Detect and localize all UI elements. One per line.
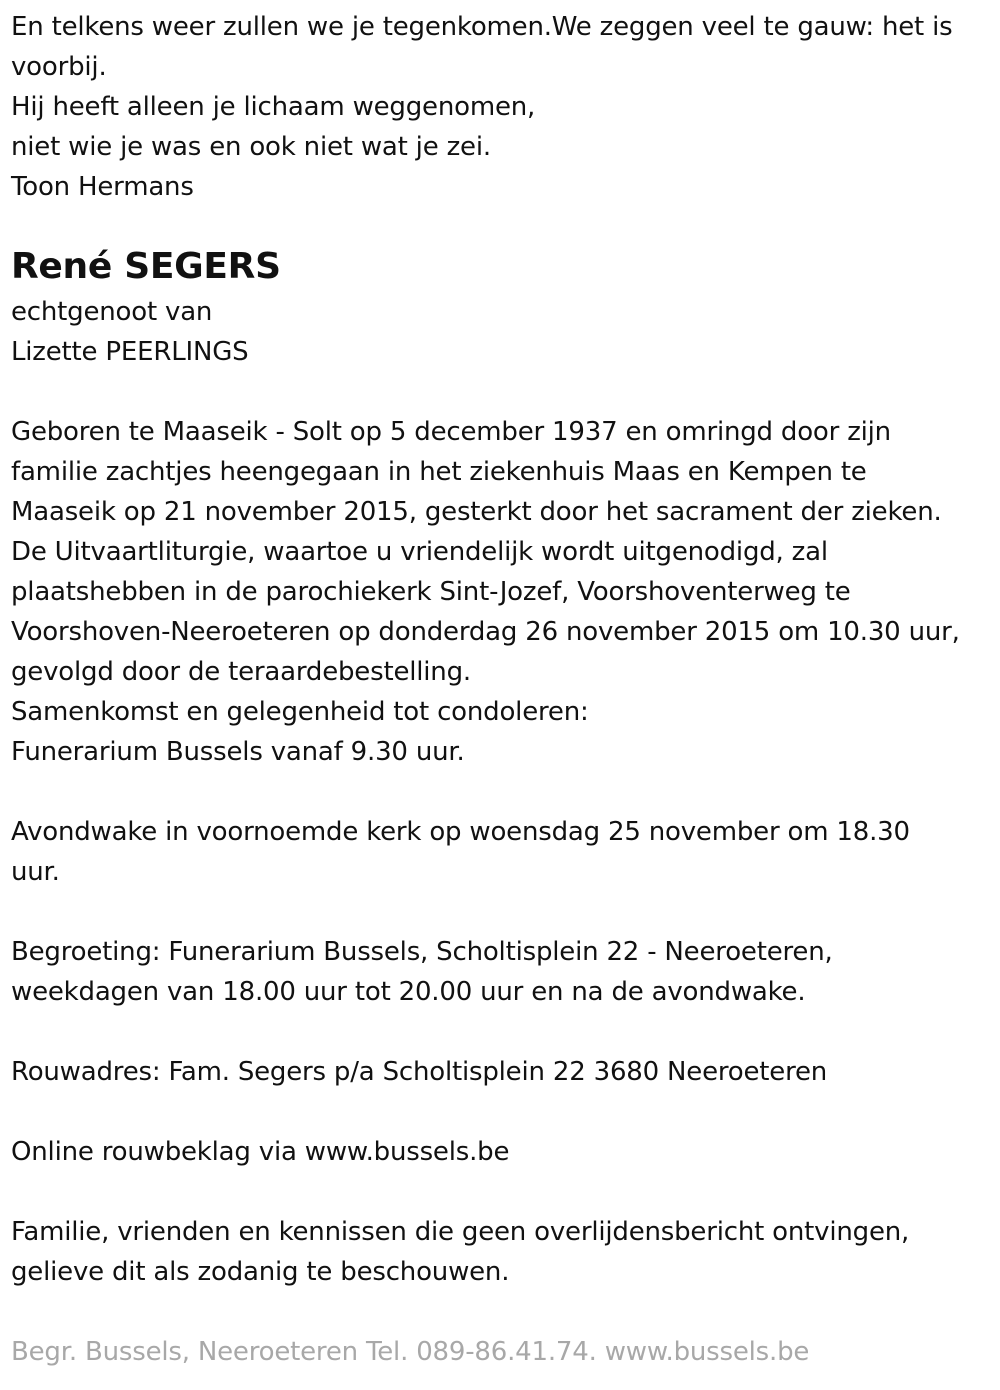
funeral-home-footer: Begr. Bussels, Neeroeteren Tel. 089-86.41.74. www.bussels.be [11, 1337, 810, 1367]
poem-line: voorbij. [11, 52, 107, 82]
announcement-line: gevolgd door de teraardebestelling. [11, 657, 471, 687]
greeting-line: weekdagen van 18.00 uur tot 20.00 uur en na de avondwake. [11, 977, 806, 1007]
mourning-address: Rouwadres: Fam. Segers p/a Scholtisplein 22 3680 Neeroeteren [11, 1057, 828, 1087]
announcement-line: Geboren te Maaseik - Solt op 5 december 1937 en omringd door zijn [11, 417, 891, 447]
announcement-line: Voorshoven-Neeroeteren op donderdag 26 november 2015 om 10.30 uur, [11, 617, 960, 647]
spacer [11, 1012, 996, 1052]
obituary-page [11, 7, 996, 1372]
announcement-line: Funerarium Bussels vanaf 9.30 uur. [11, 737, 465, 767]
deceased-name: René SEGERS [11, 246, 281, 287]
spacer [11, 372, 996, 412]
poem-line: niet wie je was en ook niet wat je zei. [11, 132, 491, 162]
online-condolence: Online rouwbeklag via www.bussels.be [11, 1137, 510, 1167]
vigil-line: Avondwake in voornoemde kerk op woensdag 25 november om 18.30 [11, 817, 910, 847]
poem-line: Hij heeft alleen je lichaam weggenomen, [11, 92, 536, 122]
spacer [11, 892, 996, 932]
notice-line: Familie, vrienden en kennissen die geen overlijdensbericht ontvingen, [11, 1217, 910, 1247]
spacer [11, 1172, 996, 1212]
announcement-line: Maaseik op 21 november 2015, gesterkt door het sacrament der zieken. [11, 497, 942, 527]
vigil-line: uur. [11, 857, 60, 887]
greeting-line: Begroeting: Funerarium Bussels, Scholtisplein 22 - Neeroeteren, [11, 937, 833, 967]
poem-quote [11, 7, 996, 207]
poem-author: Toon Hermans [11, 172, 194, 202]
poem-line: En telkens weer zullen we je tegenkomen.We zeggen veel te gauw: het is [11, 12, 953, 42]
vigil-paragraph [11, 812, 996, 892]
announcement-line: Samenkomst en gelegenheid tot condoleren: [11, 697, 589, 727]
spouse-name: Lizette PEERLINGS [11, 337, 249, 367]
spacer [11, 772, 996, 812]
notice-line: gelieve dit als zodanig te beschouwen. [11, 1257, 510, 1287]
spacer [11, 1292, 996, 1332]
announcement-paragraph [11, 412, 996, 772]
announcement-line: De Uitvaartliturgie, waartoe u vriendelijk wordt uitgenodigd, zal [11, 537, 828, 567]
spacer [11, 1092, 996, 1132]
greeting-paragraph [11, 932, 996, 1012]
announcement-line: familie zachtjes heengegaan in het ziekenhuis Maas en Kempen te [11, 457, 867, 487]
relation-text: echtgenoot van [11, 297, 213, 327]
announcement-line: plaatshebben in de parochiekerk Sint-Jozef, Voorshoventerweg te [11, 577, 851, 607]
notice-paragraph [11, 1212, 996, 1292]
